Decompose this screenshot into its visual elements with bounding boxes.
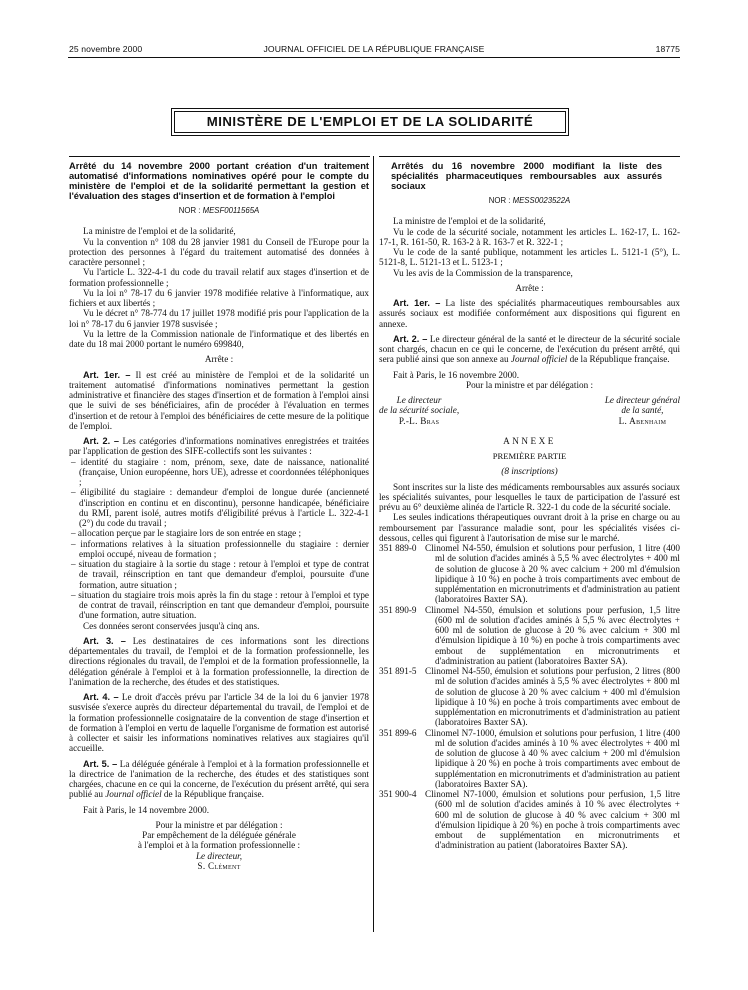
left-list-item: – identité du stagiaire : nom, prénom, sexe, date de naissance, nationalité (française, Union européenne, hors UE), adresse et coordonnées téléphoniques ;	[71, 456, 369, 487]
left-list-item: – informations relatives à la situation professionnelle du stagiaire : dernier emploi occupé, niveau de formation ;	[71, 538, 369, 559]
right-art2: Art. 2. – Le directeur général de la santé et le directeur de la sécurité sociale sont chargés, chacun en ce qui le concerne, de l'exécution du présent arrêté, qui sera publié ainsi que son annexe au Journal officiel de la République française.	[379, 333, 680, 365]
left-par2: à l'emploi et à la formation professionnelle :	[137, 840, 301, 851]
left-list-item: – éligibilité du stagiaire : demandeur d'emploi de longue durée (ancienneté d'inscription en continu et en discontinu), personne handicapée, bénéficiaire du RMI, parent isolé, autres motifs d'éligibilité prévus à l'article L. 322-4-1 (2°) du code du travail ;	[71, 487, 369, 528]
left-p3: Vu l'article L. 322-4-1 du code du travail relatif aux stages d'insertion et de formation professionnelle ;	[69, 267, 369, 288]
right-nor: NOR : MESS0023522A	[488, 196, 571, 205]
left-pour: Pour la ministre et par délégation :	[155, 819, 283, 830]
right-arrete: Arrête :	[515, 282, 544, 293]
left-p6: Vu la lettre de la Commission nationale de l'informatique et des libertés en date du 18 mai 2000 portant le numéro 699840,	[69, 328, 369, 349]
right-art1: Art. 1er. – La liste des spécialités pharmaceutiques remboursables aux assurés sociaux est modifiée conformément aux dispositions qui figurent en annexe.	[379, 298, 680, 329]
left-par1: Par empêchement de la déléguée générale	[142, 830, 296, 840]
column-separator	[373, 156, 374, 932]
product-entry: 351 890-9 Clinomel N4-550, émulsion et solutions pour perfusion, 1,5 litre (600 ml de solution d'acides aminés à 5,5 % avec électrolytes + 600 ml de solution de glucose à 20 % avec calcium + 300 ml d'émulsion lipidique à 10 %) en poche à trois compartiments avec embout de supplémentation en micronutriments et d'administration au patient (laboratoires Baxter SA).	[379, 604, 680, 666]
header-page-number: 18775	[655, 44, 680, 54]
right-p2: Vu le code de la sécurité sociale, notamment les articles L. 162-17, L. 162-17-1, R. 161-50, R. 163-2 à R. 163-7 et R. 322-1 ;	[379, 226, 680, 247]
right-column-top-rule	[379, 156, 680, 157]
right-pour: Pour la ministre et par délégation :	[465, 379, 594, 390]
right-p5: Sont inscrites sur la liste des médicaments remboursables aux assurés sociaux les spécialités suivantes, pour lesquelles le taux de participation de l'assuré est prévu au 6° deuxième alinéa de l'article R. 322-1 du code de la sécurité sociale.	[379, 481, 680, 512]
left-nor: NOR : MESF0011565A	[178, 206, 260, 215]
annexe-heading: ANNEXE	[503, 435, 556, 446]
ministry-title-box	[171, 108, 569, 136]
header-date: 25 novembre 2000	[69, 44, 143, 54]
left-p1: La ministre de l'emploi et de la solidarité,	[83, 226, 236, 237]
left-list-item: – situation du stagiaire trois mois après la fin du stage : retour à l'emploi et type de contrat de travail, réinscription en tant que demandeur d'emploi, poursuite d'une formation, autre situation.	[71, 589, 369, 621]
ministry-title: MINISTÈRE DE L'EMPLOI ET DE LA SOLIDARITÉ	[206, 114, 534, 129]
left-signer-name: S. Clément	[197, 860, 241, 871]
product-entry: 351 899-6 Clinomel N7-1000, émulsion et solutions pour perfusion, 1 litre (400 ml de solution d'acides aminés à 10 % avec électrolytes + 400 ml de solution de glucose à 40 % avec calcium + 200 ml d'émulsion lipidique à 20 %) en poche à trois compartiments avec embout de supplémentation en micronutriments et d'administration au patient (laboratoires Baxter SA).	[379, 727, 680, 789]
left-p4: Vu la loi n° 78-17 du 6 janvier 1978 modifiée relative à l'informatique, aux fichiers et aux libertés ;	[69, 287, 369, 308]
left-art2: Art. 2. – Les catégories d'informations nominatives enregistrées et traitées par l'application de gestion des SIFE-collectifs sont les suivantes :	[69, 436, 369, 457]
inscriptions-count: (8 inscriptions)	[501, 466, 558, 477]
header-journal-title: JOURNAL OFFICIEL DE LA RÉPUBLIQUE FRANÇAISE	[263, 44, 485, 54]
right-p4: Vu les avis de la Commission de la transparence,	[393, 267, 573, 278]
left-signer-role: Le directeur,	[195, 850, 243, 861]
left-art4: Art. 4. – Le droit d'accès prévu par l'article 34 de la loi du 6 janvier 1978 susvisée s'exerce auprès du directeur départemental du travail, de l'emploi et de la formation professionnelle cosignataire de la convention de stage d'insertion et de formation à l'emploi en vertu de laquelle l'organisme de formation est autorisé à collecter et saisir les informations nominatives relatives aux stagiaires qu'il accueille.	[69, 692, 370, 754]
left-list-item: – situation du stagiaire à la sortie du stage : retour à l'emploi et type de contrat de travail, réinscription en tant que demandeur d'emploi, poursuite d'une formation, autre situation ;	[71, 559, 369, 590]
right-p3: Vu le code de la santé publique, notamment les articles L. 5121-1 (5°), L. 5121-8, L. 5121-13 et L. 5123-1 ;	[379, 247, 680, 268]
left-column-top-rule	[69, 156, 370, 157]
left-p2: Vu la convention n° 108 du 28 janvier 1981 du Conseil de l'Europe pour la protection des personnes à l'égard du traitement automatisé des données à caractère personnel ;	[69, 236, 369, 267]
left-p5: Vu le décret n° 78-774 du 17 juillet 1978 modifié pris pour l'application de la loi n° 78-17 du 6 janvier 1978 susvisée ;	[69, 308, 369, 329]
left-conservation: Ces données seront conservées jusqu'à cinq ans.	[83, 620, 260, 631]
left-art1: Art. 1er. – Il est créé au ministère de l'emploi et de la solidarité un traitement automatisé d'informations nominatives permettant la gestion administrative et financière des stages d'insertion et de formation à l'emploi ainsi que le suivi de ses bénéficiaires, afin de procéder à l'évaluation en termes d'insertion et de retour à l'emploi des bénéficiaires de cette mesure de la politique de l'emploi.	[69, 369, 369, 431]
product-entry: 351 889-0 Clinomel N4-550, émulsion et solutions pour perfusion, 1 litre (400 ml de solution d'acides aminés à 5,5 % avec électrolytes + 400 ml de solution de glucose à 20 % avec calcium + 200 ml d'émulsion lipidique à 10 %) en poche à trois compartiments avec embout de supplémentation en micronutriments et d'administration au patient (laboratoires Baxter SA).	[379, 543, 680, 605]
left-column	[69, 161, 369, 871]
signature-block: Le directeur de la sécurité sociale, P.-L. Bras	[379, 395, 460, 426]
partie-heading: PREMIÈRE PARTIE	[492, 451, 567, 461]
right-p1: La ministre de l'emploi et de la solidarité,	[393, 216, 546, 227]
right-signatures	[379, 395, 680, 426]
left-art5: Art. 5. – La déléguée générale à l'emploi et à la formation professionnelle et la directrice de l'animation de la recherche, des études et des statistiques sont chargées, chacune en ce qui la concerne, de l'exécution du présent arrêté, qui sera publié au Journal officiel de la République française.	[69, 758, 369, 800]
left-list-item: – allocation perçue par le stagiaire lors de son entrée en stage ;	[71, 528, 302, 539]
left-fait: Fait à Paris, le 14 novembre 2000.	[83, 804, 210, 815]
left-arrete: Arrête :	[204, 354, 234, 365]
product-entry: 351 900-4 Clinomel N7-1000, émulsion et solutions pour perfusion, 1,5 litre (600 ml de solution d'acides aminés à 10 % avec électrolytes + 600 ml de solution de glucose à 40 % avec calcium + 300 ml d'émulsion lipidique à 20 %) en poche à trois compartiments avec embout de supplémentation en micronutriments et d'administration au patient (laboratoires Baxter SA).	[379, 789, 680, 851]
right-column	[379, 161, 680, 851]
right-decree-title: Arrêtés du 16 novembre 2000 modifiant la liste des spécialités pharmaceutiques remboursables aux assurés sociaux	[391, 161, 662, 191]
right-fait: Fait à Paris, le 16 novembre 2000.	[393, 369, 520, 380]
right-p6: Les seules indications thérapeutiques ouvrant droit à la prise en charge ou au remboursement par l'assurance maladie sont, pour les spécialités visées ci-dessous, celles qui figurent à l'autorisation de mise sur le marché.	[379, 512, 680, 543]
product-entry: 351 891-5 Clinomel N4-550, émulsion et solutions pour perfusion, 2 litres (800 ml de solution d'acides aminés à 5,5 % avec électrolytes + 800 ml de solution de glucose à 20 % avec calcium + 400 ml d'émulsion lipidique à 10 %) en poche à trois compartiments avec embout de supplémentation en micronutriments et d'administration au patient (laboratoires Baxter SA).	[379, 666, 680, 728]
signature-block: Le directeur général de la santé, L. Abenhaim	[604, 395, 680, 426]
left-decree-title: Arrêté du 14 novembre 2000 portant création d'un traitement automatisé d'informations nominatives opéré pour le compte du ministère de l'emploi et de la solidarité permettant la gestion et l'évaluation des stages d'insertion et de formation à l'emploi	[69, 161, 369, 201]
header-rule	[68, 57, 680, 58]
left-art3: Art. 3. – Les destinataires de ces informations sont les directions départementales du travail, de l'emploi et de la formation professionnelle, les directions régionales du travail, de l'emploi et de la formation professionnelle, la délégation générale à l'emploi et à la formation professionnelle, la direction de l'animation de la recherche, des études et des statistiques.	[69, 635, 369, 687]
